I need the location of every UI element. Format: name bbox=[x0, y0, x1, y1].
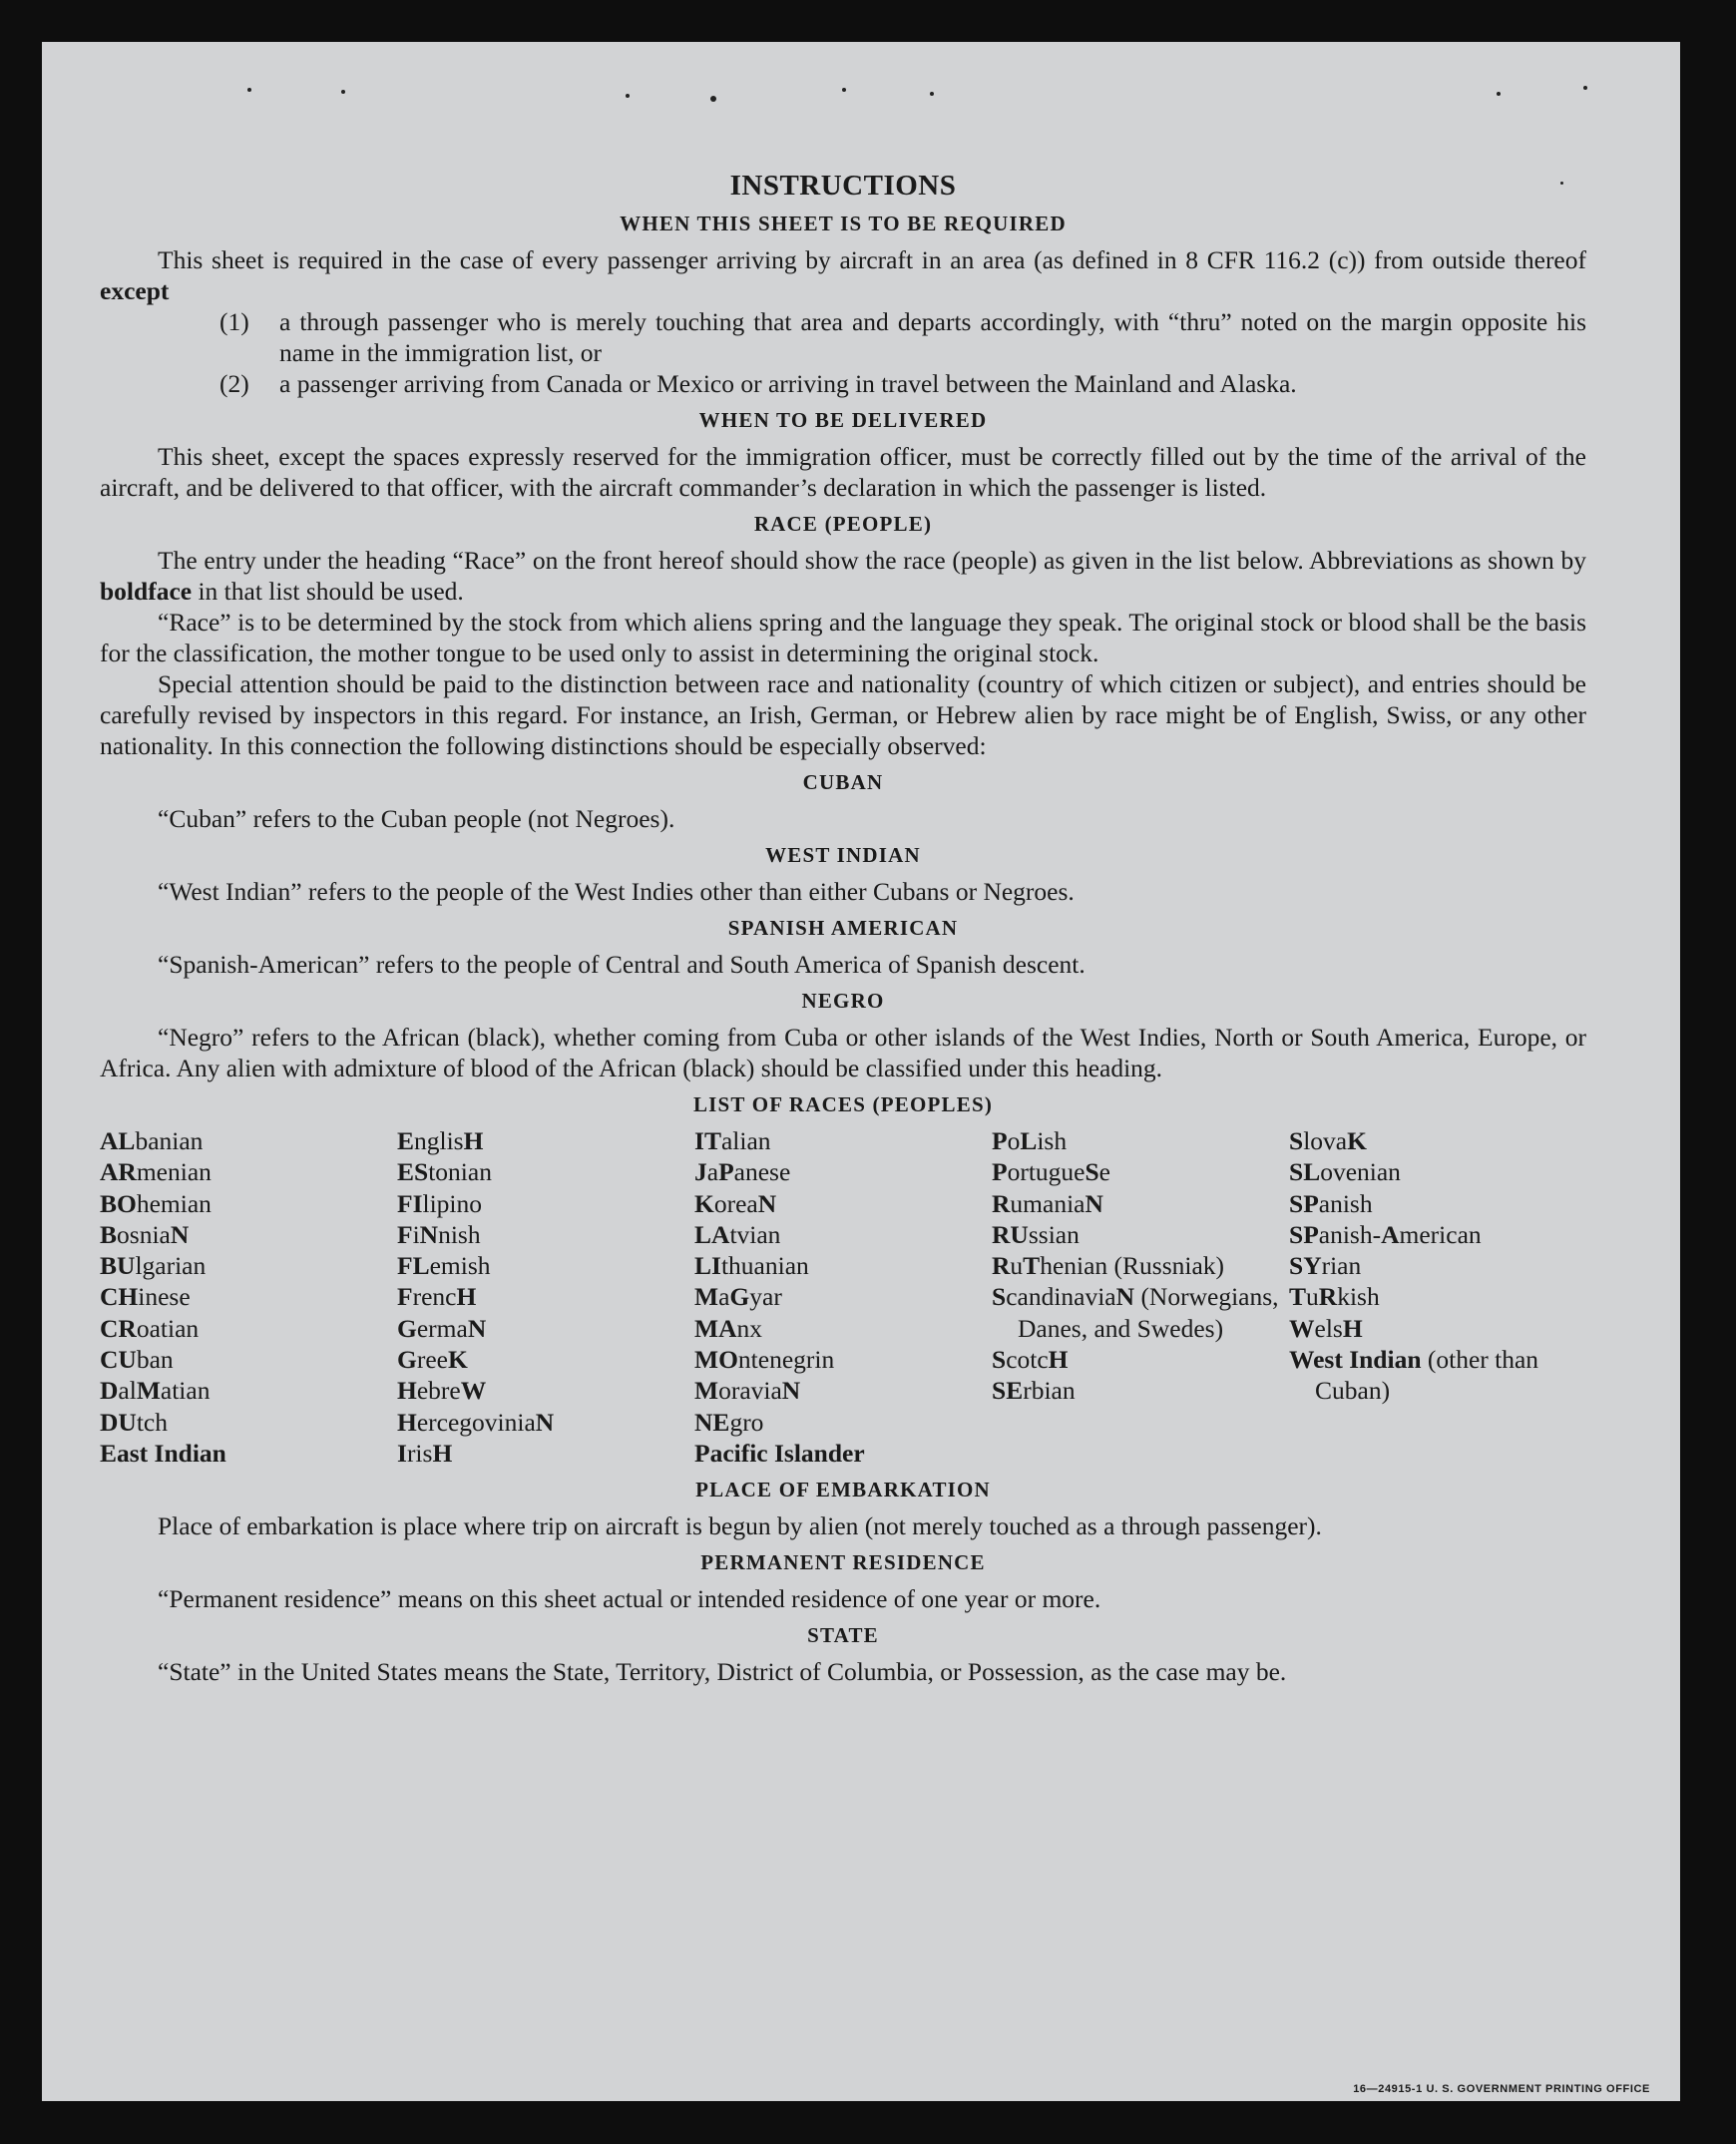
instructions-content bbox=[100, 170, 1586, 1687]
race-entry: GreeK bbox=[397, 1345, 468, 1375]
cuban-text: “Cuban” refers to the Cuban people (not Negroes). bbox=[158, 804, 675, 833]
heading-spanish-american: SPANISH AMERICAN bbox=[727, 916, 959, 940]
race-entry: FiNnish bbox=[397, 1219, 481, 1249]
races-column-2 bbox=[397, 1125, 694, 1469]
race-entry: BOhemian bbox=[100, 1188, 212, 1218]
race-entry: Pacific Islander bbox=[694, 1438, 865, 1468]
race-entry: KoreaN bbox=[694, 1188, 777, 1218]
race-entry: EStonian bbox=[397, 1157, 492, 1187]
speck bbox=[341, 90, 345, 94]
heading-west-indian: WEST INDIAN bbox=[765, 843, 921, 867]
speck bbox=[842, 88, 846, 92]
race-entry: NEgro bbox=[694, 1407, 764, 1437]
race-entry: CUban bbox=[100, 1345, 174, 1375]
race-entry: ITalian bbox=[694, 1126, 771, 1155]
race-entry: ScotcH bbox=[992, 1345, 1069, 1375]
when-required-intro: This sheet is required in the case of every passenger arriving by aircraft in an area (as defined in 8 CFR 116.2 (c)) from outside thereof except bbox=[100, 245, 1586, 305]
exception-item-1: (1) a through passenger who is merely touching that area and departs accordingly, with “thru” noted on the margin opposite his name in the immigration list, or bbox=[219, 307, 1586, 367]
race-entry: GermaN bbox=[397, 1313, 487, 1343]
document-sheet bbox=[42, 42, 1680, 2101]
race-paragraph-2: “Race” is to be determined by the stock from which aliens spring and the language they speak. The original stock or blood shall be the basis for the classification, the mother tongue to be used only to assist in determining the original stock. bbox=[100, 608, 1586, 667]
race-entry: PortugueSe bbox=[992, 1157, 1110, 1187]
permanent-residence-text: “Permanent residence” means on this sheet actual or intended residence of one year or more. bbox=[158, 1584, 1101, 1614]
race-entry: DUtch bbox=[100, 1407, 168, 1437]
race-entry: MaGyar bbox=[694, 1282, 782, 1312]
race-entry: SErbian bbox=[992, 1376, 1076, 1406]
speck bbox=[710, 96, 716, 102]
race-entry: HebreW bbox=[397, 1376, 487, 1406]
race-entry: West Indian (other than Cuban) bbox=[1289, 1345, 1539, 1406]
race-entry: LAtvian bbox=[694, 1219, 781, 1249]
heading-list-of-races: LIST OF RACES (PEOPLES) bbox=[692, 1092, 994, 1116]
printer-mark: 16—24915-1 U. S. GOVERNMENT PRINTING OFFICE bbox=[1353, 2083, 1650, 2095]
race-entry: RuThenian (Russniak) bbox=[992, 1251, 1225, 1281]
race-entry: MOntenegrin bbox=[694, 1345, 835, 1375]
heading-permanent-residence: PERMANENT RESIDENCE bbox=[700, 1550, 986, 1575]
race-entry: SPanish bbox=[1289, 1188, 1373, 1218]
race-entry: PoLish bbox=[992, 1126, 1068, 1155]
race-entry: SPanish-American bbox=[1289, 1219, 1482, 1249]
race-paragraph-3: Special attention should be paid to the distinction between race and nationality (country of which citizen or subject), and entries should be carefully revised by inspectors in this regard. For instance, an Irish, German, or Hebrew alien by race might be of English, Swiss, or any other nationality. In this connection the following distinctions should be especially observed: bbox=[100, 669, 1586, 760]
heading-cuban: CUBAN bbox=[802, 770, 884, 794]
heading-race: RACE (PEOPLE) bbox=[753, 512, 933, 536]
heading-when-required: WHEN THIS SHEET IS TO BE REQUIRED bbox=[620, 212, 1067, 235]
when-delivered-text: This sheet, except the spaces expressly reserved for the immigration officer, must be correctly filled out by the time of the arrival of the aircraft, and be delivered to that officer, with the aircraft commander’s declaration in which the passenger is listed. bbox=[100, 442, 1586, 502]
race-entry: BosniaN bbox=[100, 1219, 190, 1249]
west-indian-text: “West Indian” refers to the people of the West Indies other than either Cubans or Negroes. bbox=[158, 877, 1075, 906]
heading-state: STATE bbox=[807, 1623, 879, 1648]
negro-text: “Negro” refers to the African (black), whether coming from Cuba or other islands of the West Indies, North or South America, Europe, or Africa. Any alien with admixture of blood of the African (black) should be classified under this heading. bbox=[100, 1023, 1586, 1082]
race-entry: MAnx bbox=[694, 1313, 762, 1343]
speck bbox=[1583, 86, 1587, 90]
races-list bbox=[100, 1125, 1586, 1469]
heading-when-delivered: WHEN TO BE DELIVERED bbox=[698, 408, 988, 432]
race-entry: SlovaK bbox=[1289, 1126, 1367, 1155]
race-entry: FIlipino bbox=[397, 1188, 483, 1218]
speck bbox=[247, 88, 251, 92]
page-title: INSTRUCTIONS bbox=[729, 170, 957, 202]
race-entry: SLovenian bbox=[1289, 1157, 1401, 1187]
race-entry: ARmenian bbox=[100, 1157, 212, 1187]
race-entry: BUlgarian bbox=[100, 1251, 207, 1281]
race-entry: FLemish bbox=[397, 1251, 491, 1281]
race-entry: CHinese bbox=[100, 1282, 191, 1312]
race-entry: HercegoviniaN bbox=[397, 1407, 555, 1437]
race-entry: EnglisH bbox=[397, 1126, 484, 1155]
speck bbox=[626, 94, 630, 98]
speck bbox=[930, 92, 934, 96]
races-column-3 bbox=[694, 1125, 992, 1469]
race-entry: ScandinaviaN (Norwegians, Danes, and Swedes) bbox=[992, 1282, 1279, 1343]
spanish-american-text: “Spanish-American” refers to the people of Central and South America of Spanish descent. bbox=[158, 950, 1085, 979]
race-entry: TuRkish bbox=[1289, 1282, 1380, 1312]
race-entry: FrencH bbox=[397, 1282, 477, 1312]
race-entry: RUssian bbox=[992, 1219, 1080, 1249]
race-entry: JaPanese bbox=[694, 1157, 791, 1187]
race-entry: SYrian bbox=[1289, 1251, 1362, 1281]
race-entry: IrisH bbox=[397, 1438, 453, 1468]
races-column-4 bbox=[992, 1125, 1289, 1469]
race-entry: WelsH bbox=[1289, 1313, 1363, 1343]
races-column-1 bbox=[100, 1125, 397, 1469]
heading-embarkation: PLACE OF EMBARKATION bbox=[695, 1478, 991, 1502]
race-paragraph-1: The entry under the heading “Race” on the front hereof should show the race (people) as given in the list below. Abbreviations as shown by boldface in that list should be used. bbox=[100, 546, 1586, 606]
embarkation-text: Place of embarkation is place where trip on aircraft is begun by alien (not merely touched as a through passenger). bbox=[158, 1511, 1322, 1541]
exception-item-2: (2) a passenger arriving from Canada or Mexico or arriving in travel between the Mainland and Alaska. bbox=[219, 369, 1297, 398]
race-entry: DalMatian bbox=[100, 1376, 211, 1406]
race-entry: ALbanian bbox=[100, 1126, 204, 1155]
race-entry: RumaniaN bbox=[992, 1188, 1103, 1218]
race-entry: MoraviaN bbox=[694, 1376, 801, 1406]
heading-negro: NEGRO bbox=[801, 989, 885, 1013]
speck bbox=[1497, 92, 1501, 96]
state-text: “State” in the United States means the State, Territory, District of Columbia, or Possession, as the case may be. bbox=[158, 1657, 1287, 1687]
races-column-5 bbox=[1289, 1125, 1586, 1469]
race-entry: LIthuanian bbox=[694, 1251, 809, 1281]
race-entry: East Indian bbox=[100, 1438, 226, 1468]
race-entry: CRoatian bbox=[100, 1313, 200, 1343]
